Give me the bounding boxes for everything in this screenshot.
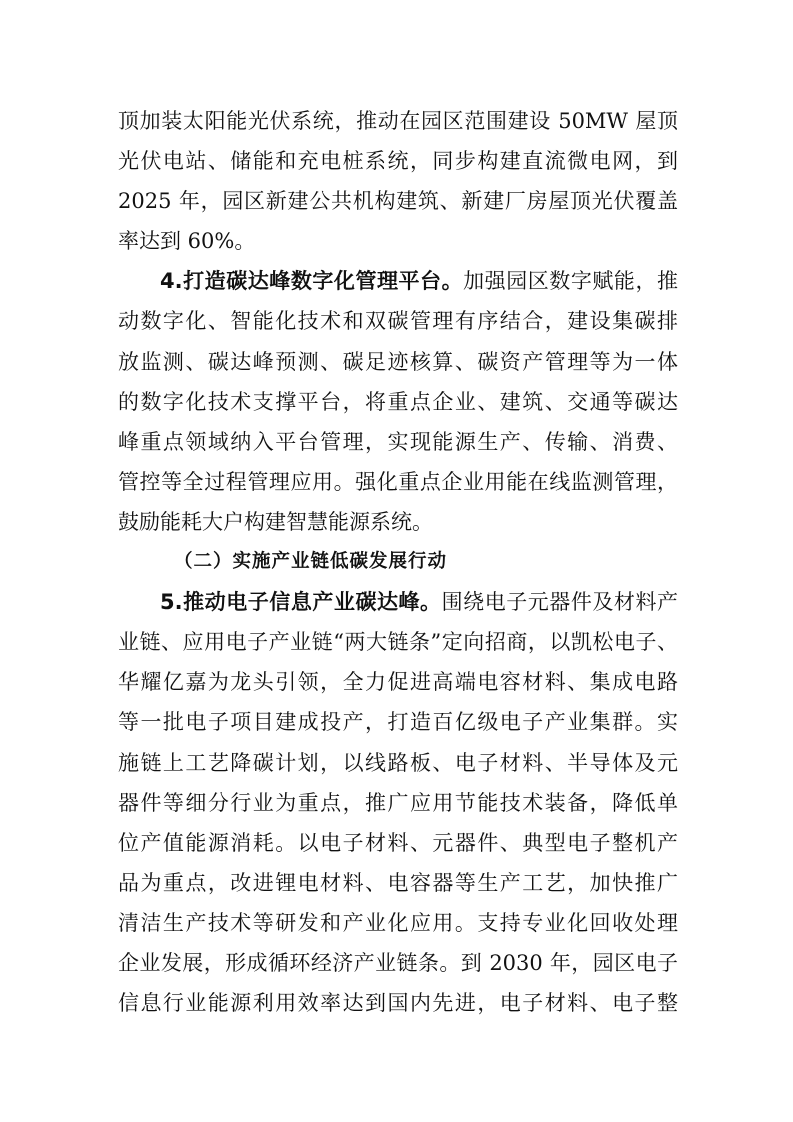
paragraph-first-line	[118, 261, 678, 301]
paragraph-line: 业链、应用电子产业链“两大链条”定向招商，以凯松电子、	[118, 630, 678, 655]
paragraph-line: 施链上工艺降碳计划，以线路板、电子材料、半导体及元	[118, 750, 678, 775]
document-page	[118, 101, 678, 1023]
paragraph-line: 位产值能源消耗。以电子材料、元器件、典型电子整机产	[118, 830, 678, 855]
paragraph-line: 管控等全过程管理应用。强化重点企业用能在线监测管理，	[118, 469, 678, 494]
section-heading: （二）实施产业链低碳发展行动	[174, 551, 448, 573]
paragraph-line: 2025 年，园区新建公共机构建筑、新建厂房屋顶光伏覆盖	[118, 189, 678, 214]
paragraph-line: 信息行业能源利用效率达到国内先进，电子材料、电子整	[118, 991, 678, 1016]
paragraph-line: 动数字化、智能化技术和双碳管理有序结合，建设集碳排	[118, 309, 678, 334]
paragraph-line: 鼓励能耗大户构建智慧能源系统。	[118, 509, 433, 534]
paragraph-line: 率达到 60%。	[118, 229, 256, 254]
paragraph-heading: 5.推动电子信息产业碳达峰。	[160, 590, 442, 615]
paragraph-line: 顶加装太阳能光伏系统，推动在园区范围建设 50MW 屋顶	[118, 109, 678, 133]
paragraph-line: 华耀亿嘉为龙头引领，全力促进高端电容材料、集成电路	[118, 670, 678, 695]
paragraph-line: 品为重点，改进锂电材料、电容器等生产工艺，加快推广	[118, 870, 678, 895]
paragraph-line: 企业发展，形成循环经济产业链条。到 2030 年，园区电子	[118, 950, 678, 975]
paragraph-line: 器件等细分行业为重点，推广应用节能技术装备，降低单	[118, 790, 678, 815]
paragraph-first-line	[118, 582, 678, 622]
paragraph-text: 加强园区数字赋能，推	[463, 269, 678, 294]
paragraph-line: 清洁生产技术等研发和产业化应用。支持专业化回收处理	[118, 910, 678, 935]
paragraph-line: 放监测、碳达峰预测、碳足迹核算、碳资产管理等为一体	[118, 349, 678, 374]
paragraph-line: 等一批电子项目建成投产，打造百亿级电子产业集群。实	[118, 710, 678, 735]
paragraph-text: 围绕电子元器件及材料产	[441, 590, 679, 615]
paragraph-line: 的数字化技术支撑平台，将重点企业、建筑、交通等碳达	[118, 389, 678, 414]
paragraph-line: 光伏电站、储能和充电桩系统，同步构建直流微电网，到	[118, 149, 678, 174]
paragraph-heading: 4.打造碳达峰数字化管理平台。	[160, 269, 464, 294]
paragraph-line: 峰重点领域纳入平台管理，实现能源生产、传输、消费、	[118, 429, 678, 454]
